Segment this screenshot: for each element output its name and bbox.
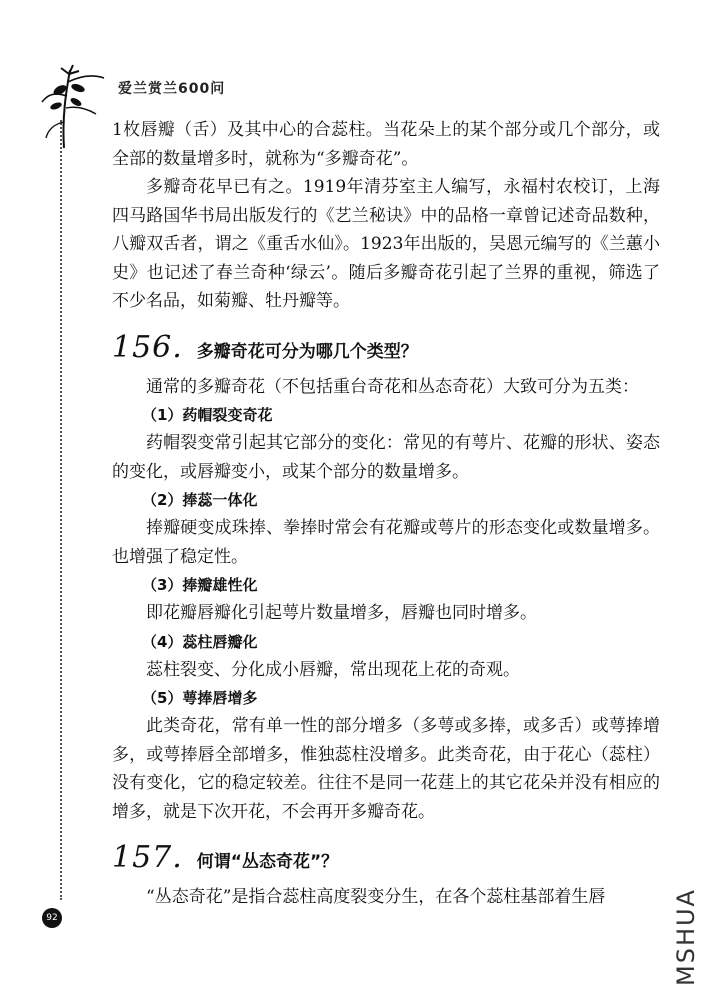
question-number: 156. [112, 329, 183, 365]
type-heading: （1）药帽裂变奇花 [142, 406, 273, 424]
question-title: 何谓“丛态奇花”？ [196, 852, 339, 872]
question-title: 多瓣奇花可分为哪几个类型？ [196, 341, 418, 362]
paragraph: 捧瓣硬变成珠捧、拳捧时常会有花瓣或萼片的形态变化或数量增多。也增强了稳定性。 [112, 518, 660, 567]
question-number: 157. [112, 840, 183, 875]
page-body [112, 116, 660, 912]
paragraph: 蕊柱裂变、分化成小唇瓣，常出现花上花的奇观。 [146, 659, 520, 680]
paragraph: 1枚唇瓣（舌）及其中心的合蕊柱。当花朵上的某个部分或几个部分，或全部的数量增多时，就称为“多瓣奇花”。 [112, 120, 660, 169]
question-heading-156 [112, 330, 660, 365]
question-heading-157 [112, 840, 660, 875]
paragraph: 即花瓣唇瓣化引起萼片数量增多，唇瓣也同时增多。 [146, 603, 537, 623]
paragraph: “丛态奇花”是指合蕊柱高度裂变分生，在各个蕊柱基部着生唇 [146, 887, 606, 907]
paragraph: 多瓣奇花早已有之。1919年清芬室主人编写，永福村农校订，上海四马路国华书局出版发行的《艺兰秘诀》中的品格一章曾记述奇品数种，八瓣双舌者，谓之《重舌水仙》。1923年出版的，吴恩元编写的《兰蕙小史》也记述了春兰奇种‘绿云’。随后多瓣奇花引起了兰界的重视，筛选了不少名品，如菊瓣、牡丹瓣等。 [112, 177, 660, 311]
watermark-text: MSHUA [672, 888, 700, 986]
margin-dotted-rule [60, 120, 62, 900]
paragraph: 通常的多瓣奇花（不包括重台奇花和丛态奇花）大致可分为五类： [146, 376, 639, 397]
paragraph: 药帽裂变常引起其它部分的变化：常见的有萼片、花瓣的形状、姿态的变化，或唇瓣变小，或某个部分的数量增多。 [112, 433, 660, 482]
running-header-title: 爱兰赏兰600问 [118, 81, 226, 97]
type-heading: （2）捧蕊一体化 [142, 491, 258, 509]
orchid-sprig-icon [40, 62, 108, 152]
type-heading: （4）蕊柱唇瓣化 [142, 632, 258, 651]
type-heading: （5）萼捧唇增多 [142, 689, 258, 707]
page-number-badge: 92 [42, 908, 62, 928]
paragraph: 此类奇花，常有单一性的部分增多（多萼或多捧，或多舌）或萼捧增多，或萼捧唇全部增多，惟独蕊柱没增多。此类奇花，由于花心（蕊柱）没有变化，它的稳定较差。往往不是同一花莛上的其它花朵并没有相应的增多，就是下次开花，不会再开多瓣奇花。 [112, 716, 660, 822]
type-heading: （3）捧瓣雄性化 [142, 576, 258, 594]
